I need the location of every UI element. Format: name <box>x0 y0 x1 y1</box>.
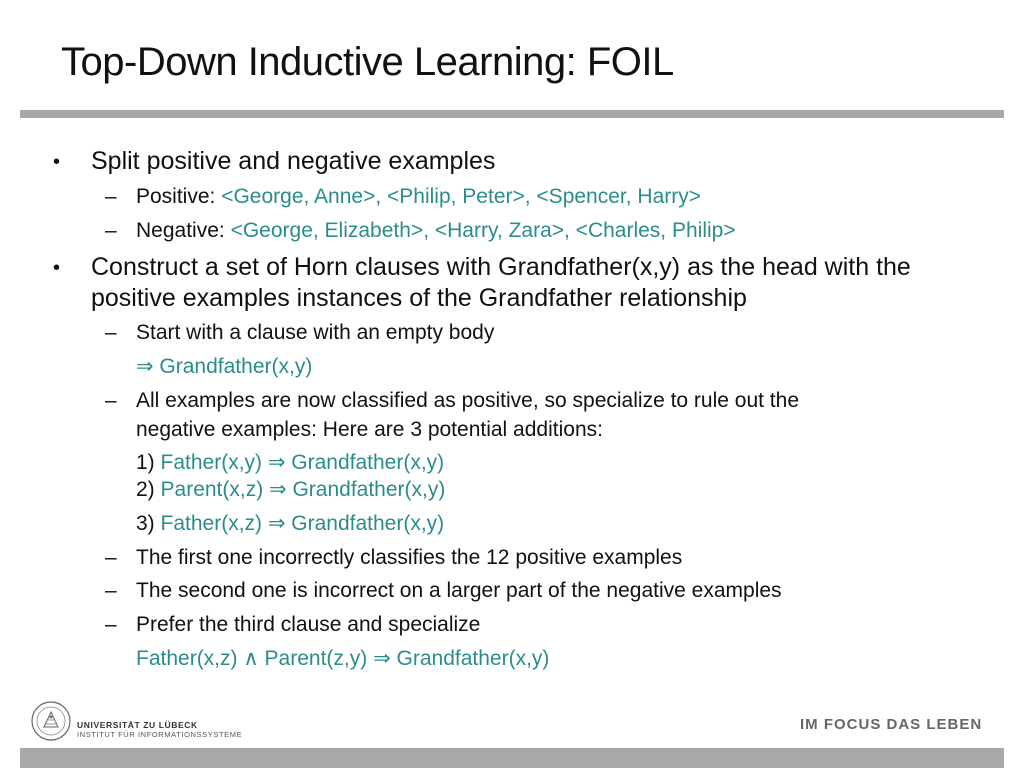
start-clause-text: Start with a clause with an empty body <box>136 321 495 344</box>
addition-clause: Parent(x,z) ⇒ Grandfather(x,y) <box>160 478 446 501</box>
bullet-split-examples: Split positive and negative examples <box>91 147 496 175</box>
bullet-construct-line2: positive examples instances of the Grandfather relationship <box>91 284 747 312</box>
positive-values: <George, Anne>, <Philip, Peter>, <Spencer, Harry> <box>221 185 702 208</box>
addition-3 <box>136 509 444 539</box>
negative-examples-line <box>136 216 736 246</box>
dash: – <box>105 579 117 602</box>
addition-clause: Father(x,z) ⇒ Grandfather(x,y) <box>160 512 445 535</box>
title-divider <box>20 110 1004 118</box>
slide-title: Top-Down Inductive Learning: FOIL <box>61 40 674 84</box>
prefer-third-text: Prefer the third clause and specialize <box>136 613 481 636</box>
start-rule: ⇒ Grandfather(x,y) <box>136 355 313 378</box>
dash: – <box>105 185 117 208</box>
positive-examples-line <box>136 182 701 212</box>
addition-clause: Father(x,y) ⇒ Grandfather(x,y) <box>160 451 445 474</box>
final-rule: Father(x,z) ∧ Parent(z,y) ⇒ Grandfather(x,y) <box>136 647 550 670</box>
dash: – <box>105 219 117 242</box>
dash: – <box>105 389 117 412</box>
addition-2 <box>136 475 445 505</box>
addition-number: 1) <box>136 451 161 474</box>
addition-number: 3) <box>136 512 161 535</box>
footer-bar <box>20 748 1004 768</box>
positive-label: Positive: <box>136 185 222 208</box>
all-examples-line2: negative examples: Here are 3 potential additions: <box>136 418 603 441</box>
first-one-text: The first one incorrectly classifies the 12 positive examples <box>136 546 683 569</box>
all-examples-line1: All examples are now classified as positive, so specialize to rule out the <box>136 389 799 412</box>
bullet-construct-line1: Construct a set of Horn clauses with Grandfather(x,y) as the head with the <box>91 253 911 281</box>
dash: – <box>105 546 117 569</box>
dash: – <box>105 321 117 344</box>
dash: – <box>105 613 117 636</box>
negative-label: Negative: <box>136 219 231 242</box>
negative-values: <George, Elizabeth>, <Harry, Zara>, <Charles, Philip> <box>230 219 736 242</box>
university-seal-icon <box>30 700 72 742</box>
bullet-dot: • <box>53 257 61 279</box>
university-name: UNIVERSITÄT ZU LÜBECK <box>77 720 198 730</box>
bullet-dot: • <box>53 151 61 173</box>
second-one-text: The second one is incorrect on a larger part of the negative examples <box>136 579 782 602</box>
institute-name: INSTITUT FÜR INFORMATIONSSYSTEME <box>77 730 243 739</box>
footer-tagline: IM FOCUS DAS LEBEN <box>800 716 983 733</box>
addition-number: 2) <box>136 478 161 501</box>
addition-1 <box>136 448 444 478</box>
